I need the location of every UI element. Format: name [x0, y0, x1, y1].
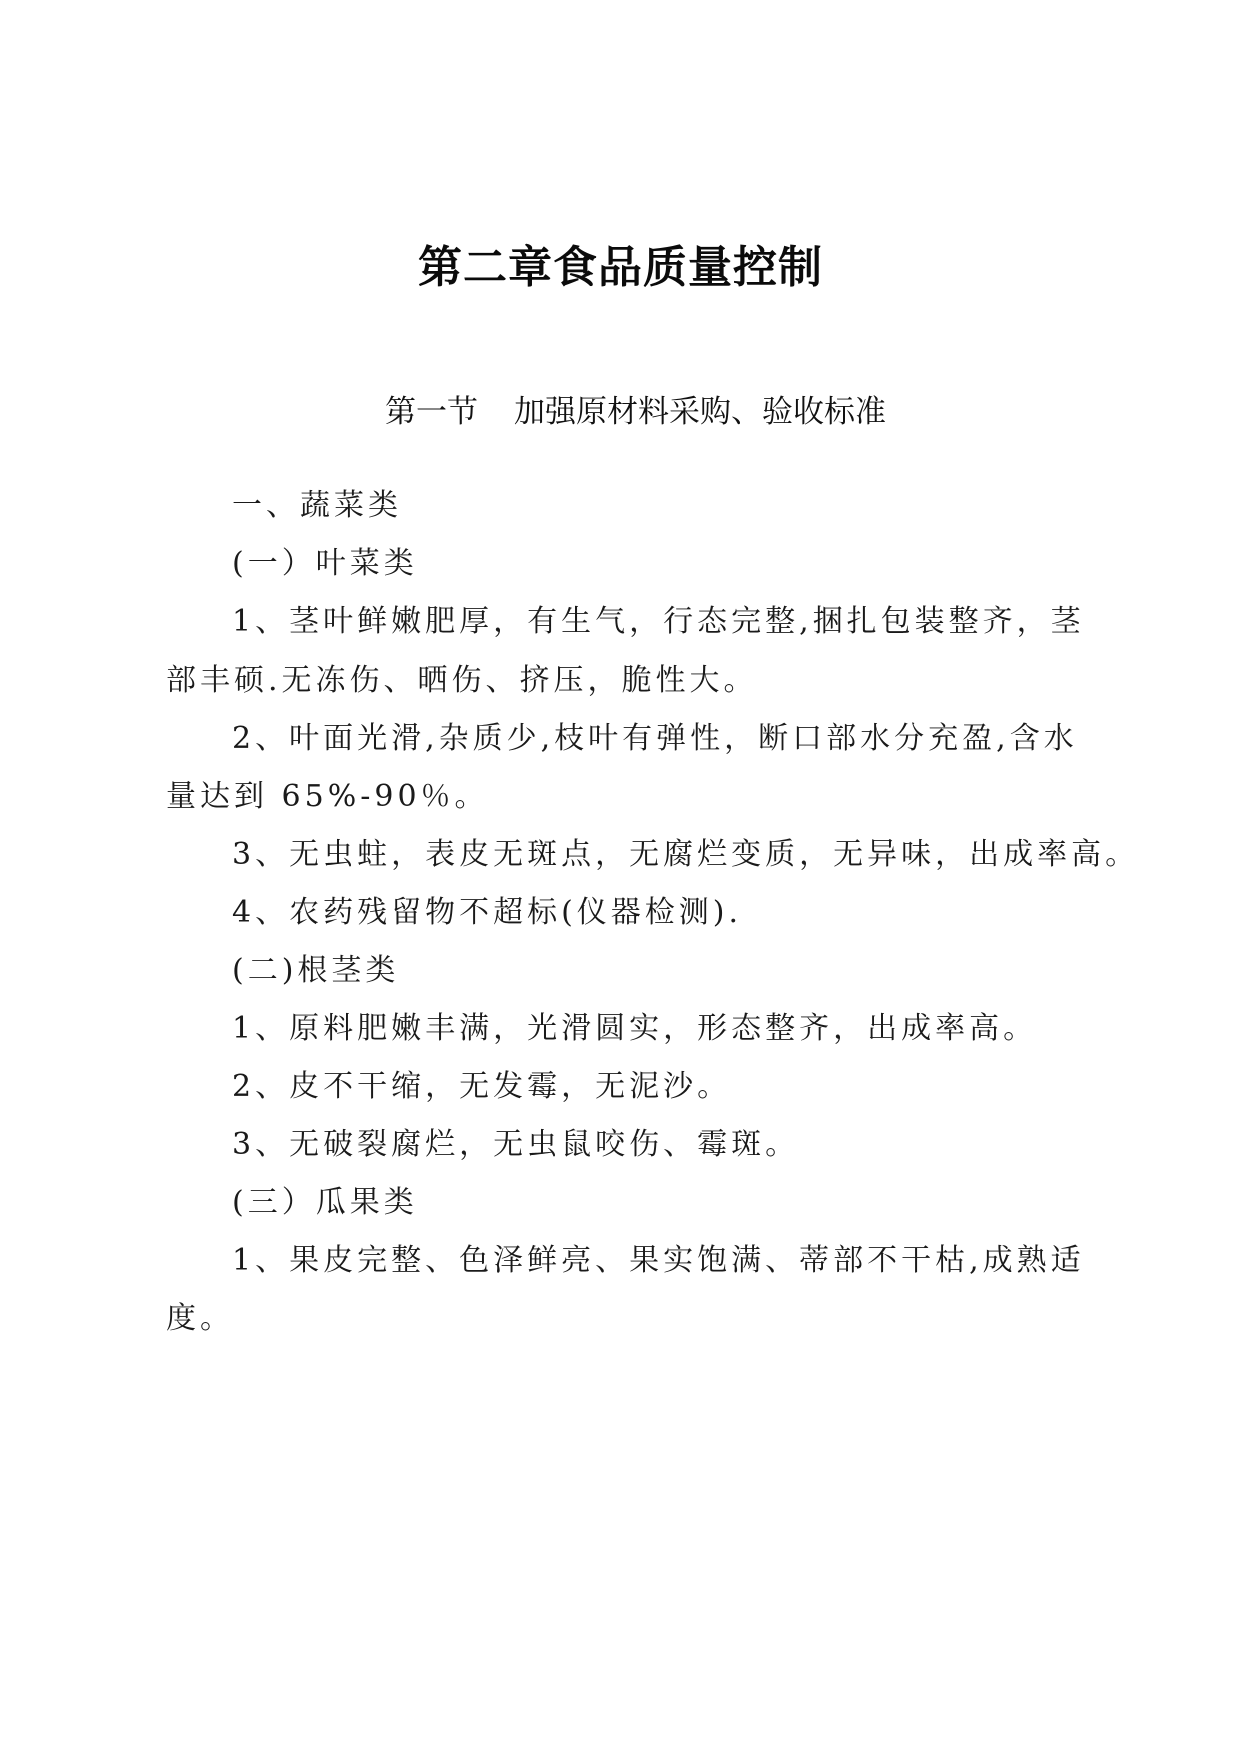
- paragraph-line: 量达到 65%-90％。: [166, 779, 489, 814]
- paragraph-line: 4、农药残留物不超标(仪器检测).: [232, 895, 743, 930]
- subheading-melons-fruits: (三）瓜果类: [232, 1185, 418, 1220]
- paragraph-line: 3、无虫蛀，表皮无斑点，无腐烂变质，无异味，出成率高。: [232, 837, 1140, 872]
- heading-vegetables: 一、蔬菜类: [232, 488, 402, 523]
- paragraph-line: 2、叶面光滑,杂质少,枝叶有弹性，断口部水分充盈,含水: [232, 721, 1078, 756]
- paragraph-line: 部丰硕.无冻伤、晒伤、挤压，脆性大。: [166, 663, 758, 698]
- paragraph-line: 2、皮不干缩，无发霉，无泥沙。: [232, 1069, 732, 1104]
- paragraph-line: 度。: [166, 1301, 234, 1336]
- paragraph-line: 1、果皮完整、色泽鲜亮、果实饱满、蒂部不干枯,成熟适: [232, 1243, 1085, 1278]
- section-label: 第一节: [385, 394, 478, 430]
- section-title: 加强原材料采购、验收标准: [514, 394, 886, 430]
- paragraph-line: 1、原料肥嫩丰满，光滑圆实，形态整齐，出成率高。: [232, 1011, 1038, 1046]
- chapter-title: 第二章食品质量控制: [418, 242, 823, 293]
- subheading-leafy-vegetables: (一）叶菜类: [232, 546, 418, 581]
- paragraph-line: 3、无破裂腐烂，无虫鼠咬伤、霉斑。: [232, 1127, 800, 1162]
- paragraph-line: 1、茎叶鲜嫩肥厚，有生气，行态完整,捆扎包装整齐，茎: [232, 604, 1085, 639]
- subheading-root-vegetables: (二)根茎类: [232, 953, 400, 988]
